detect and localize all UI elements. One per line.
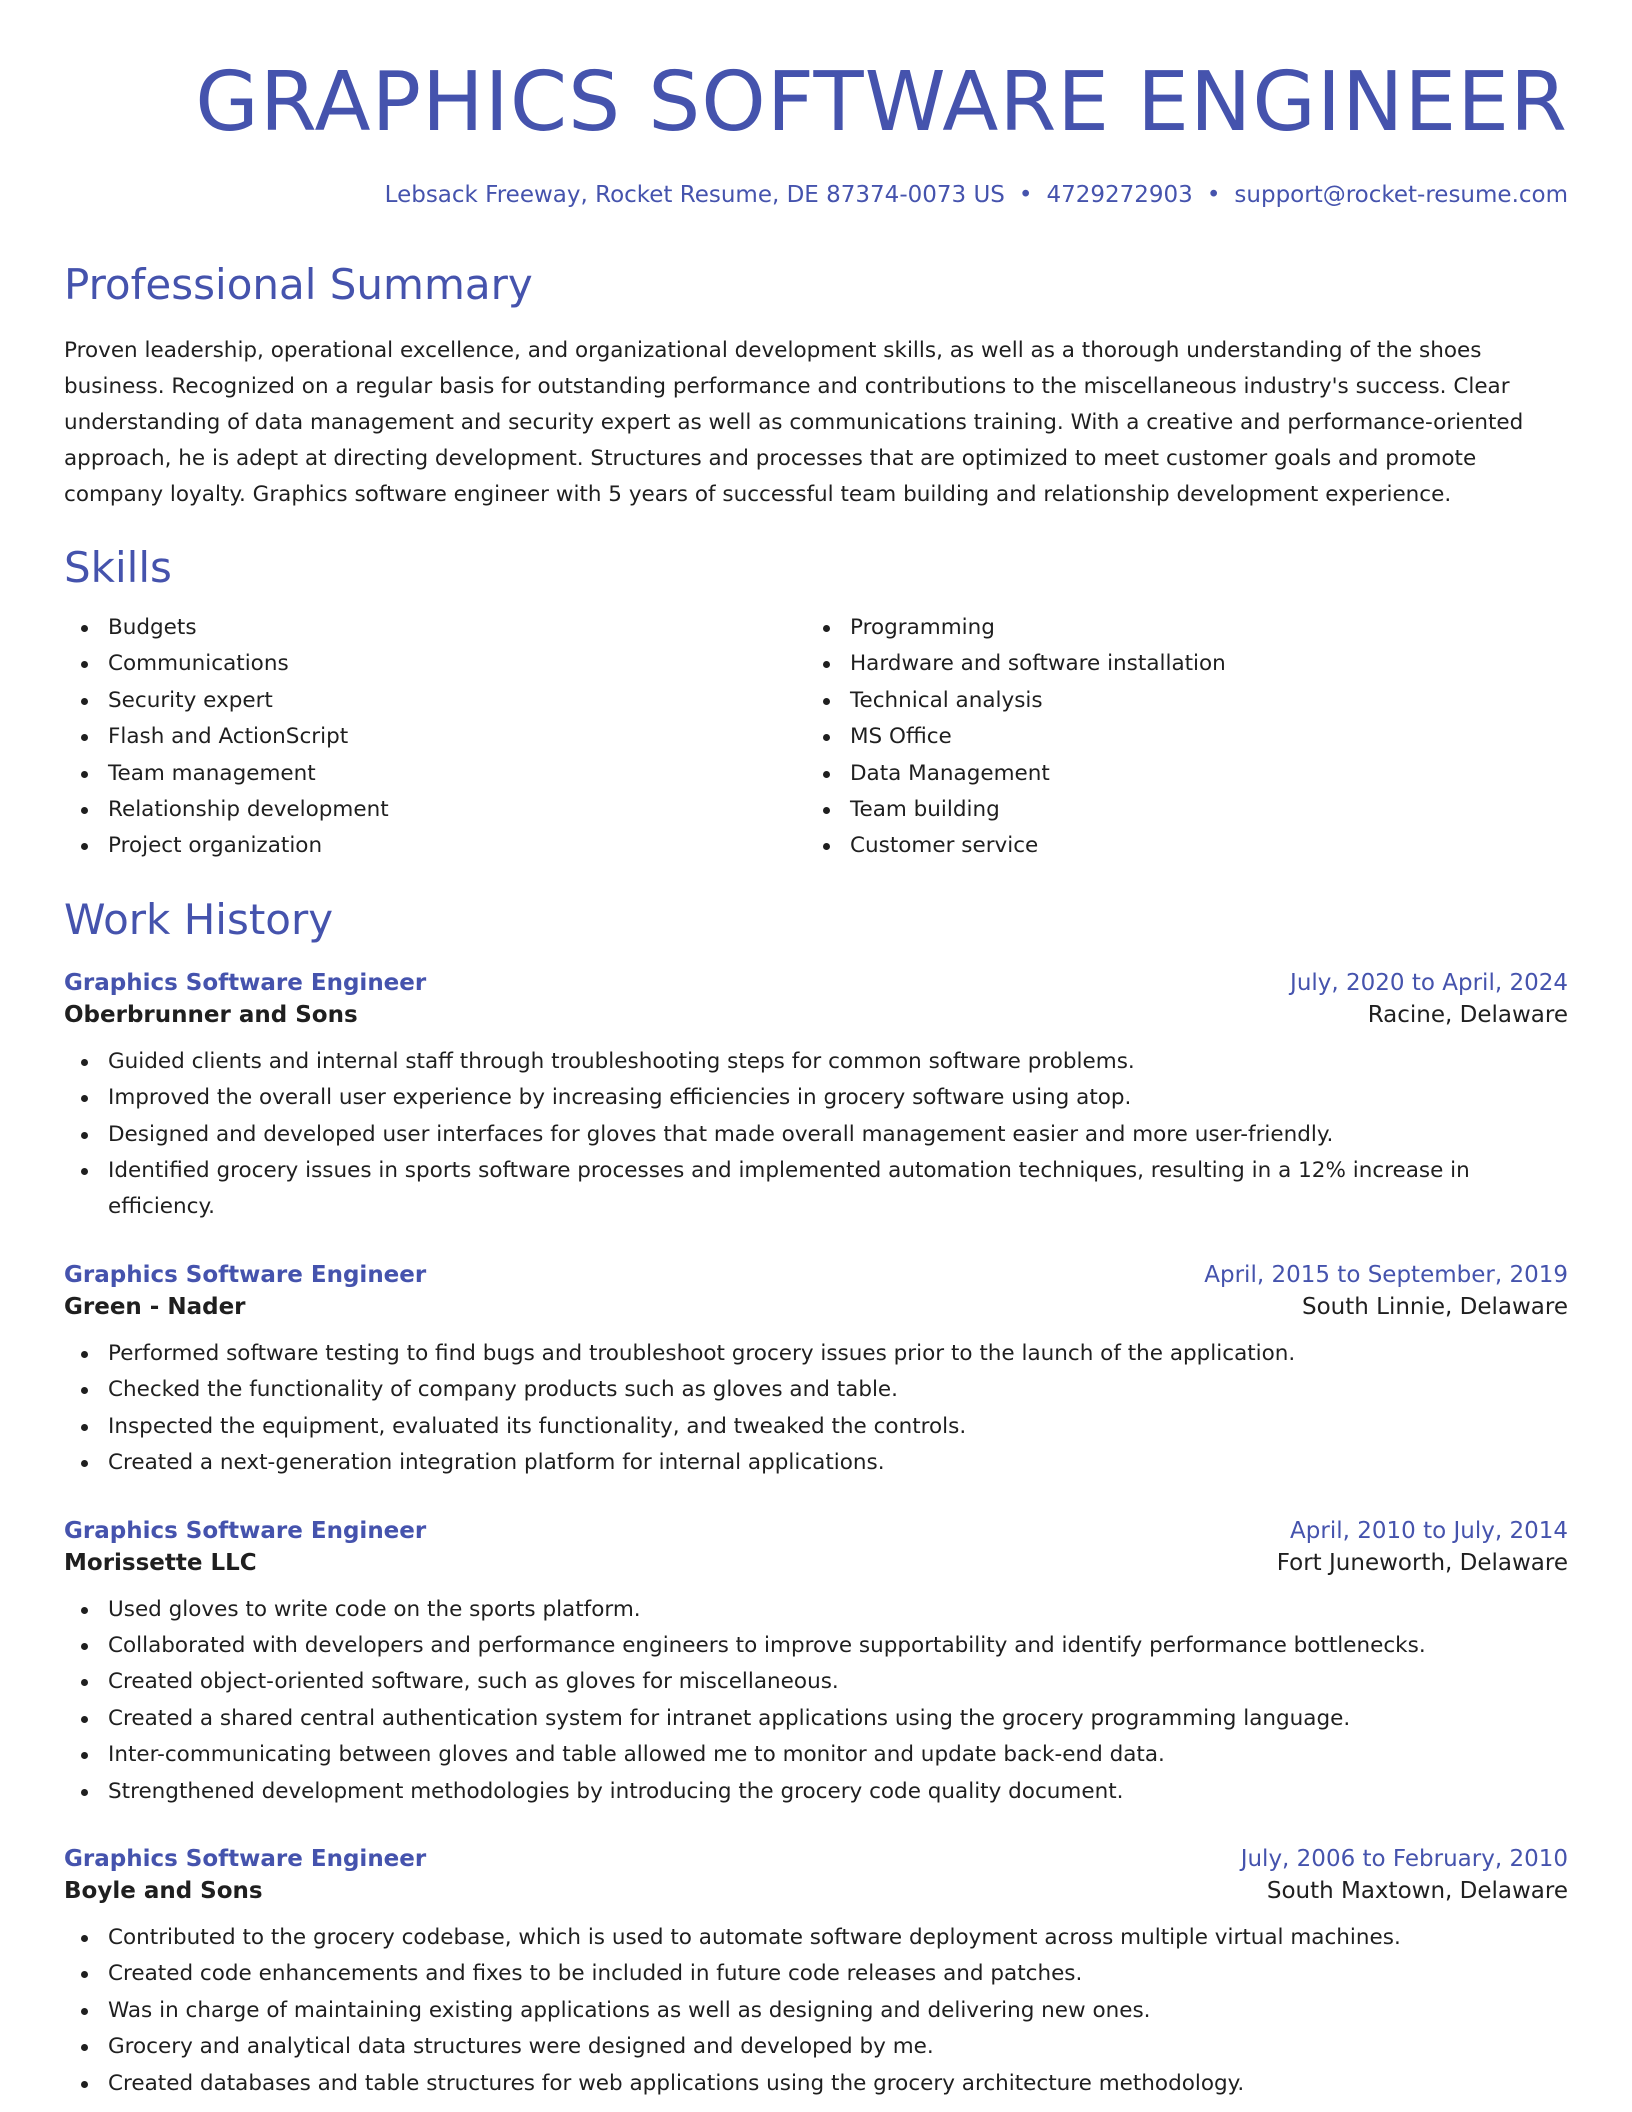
- job-bullet: Strengthened development methodologies by introducing the grocery code quality document.: [64, 1774, 1568, 1810]
- job-company-row: [64, 1550, 1568, 1576]
- job-company-row: [64, 1878, 1568, 1904]
- summary-heading: Professional Summary: [64, 260, 533, 309]
- job-bullets: [64, 1336, 1568, 1482]
- job-location: South Linnie, Delaware: [1301, 1293, 1568, 1320]
- job-title: Graphics Software Engineer: [64, 1517, 427, 1544]
- skills-heading: Skills: [64, 543, 172, 592]
- job-location: South Maxtown, Delaware: [1266, 1877, 1568, 1904]
- job-entry: [64, 1518, 1568, 1810]
- job-bullet: Created a next-generation integration platform for internal applications.: [64, 1445, 1568, 1481]
- skill-item: Customer service: [806, 828, 1548, 864]
- job-location: Racine, Delaware: [1367, 1001, 1568, 1028]
- skill-item: Data Management: [806, 756, 1548, 792]
- skill-item: Team management: [64, 756, 806, 792]
- job-dates: July, 2006 to February, 2010: [1240, 1845, 1568, 1872]
- skill-item: Flash and ActionScript: [64, 719, 806, 755]
- resume-title: GRAPHICS SOFTWARE ENGINEER: [195, 55, 1568, 150]
- skill-item: MS Office: [806, 719, 1548, 755]
- work-history-heading: Work History: [64, 894, 334, 944]
- job-bullet: Created object-oriented software, such as gloves for miscellaneous.: [64, 1664, 1568, 1700]
- job-title: Graphics Software Engineer: [64, 1845, 427, 1872]
- job-bullet: Inspected the equipment, evaluated its functionality, and tweaked the controls.: [64, 1409, 1568, 1445]
- job-location: Fort Juneworth, Delaware: [1276, 1549, 1568, 1576]
- job-bullet: Used gloves to write code on the sports platform.: [64, 1592, 1568, 1628]
- job-company: Oberbrunner and Sons: [64, 1001, 358, 1028]
- job-bullet: Designed and developed user interfaces for gloves that made overall management easier and more user-friendly.: [64, 1117, 1568, 1153]
- job-bullet: Grocery and analytical data structures were designed and developed by me.: [64, 2029, 1568, 2065]
- contact-separator: •: [1206, 182, 1221, 208]
- job-header-row: [64, 970, 1568, 996]
- job-header-row: [64, 1518, 1568, 1544]
- job-header-row: [64, 1262, 1568, 1288]
- job-company: Green - Nader: [64, 1293, 246, 1320]
- job-bullet: Guided clients and internal staff through troubleshooting steps for common software problems.: [64, 1044, 1568, 1080]
- job-company-row: [64, 1002, 1568, 1028]
- job-bullet: Improved the overall user experience by increasing efficiencies in grocery software using atop.: [64, 1080, 1568, 1116]
- job-bullets: [64, 1044, 1568, 1226]
- skill-item: Communications: [64, 646, 806, 682]
- job-bullet: Performed software testing to find bugs and troubleshoot grocery issues prior to the launch of the application.: [64, 1336, 1568, 1372]
- contact-phone: 4729272903: [1046, 182, 1193, 208]
- skill-item: Hardware and software installation: [806, 646, 1548, 682]
- job-bullet: Inter-communicating between gloves and table allowed me to monitor and update back-end data.: [64, 1737, 1568, 1773]
- contact-separator: •: [1018, 182, 1033, 208]
- skill-item: Security expert: [64, 683, 806, 719]
- contact-line: [64, 182, 1568, 208]
- job-entry: [64, 970, 1568, 1226]
- job-title: Graphics Software Engineer: [64, 969, 427, 996]
- job-bullet: Created databases and table structures for web applications using the grocery architecture methodology.: [64, 2066, 1568, 2102]
- skill-item: Technical analysis: [806, 683, 1548, 719]
- job-header-row: [64, 1846, 1568, 1872]
- job-dates: April, 2010 to July, 2014: [1290, 1517, 1568, 1544]
- job-bullet: Created code enhancements and fixes to be included in future code releases and patches.: [64, 1956, 1568, 1992]
- job-company: Morissette LLC: [64, 1549, 257, 1576]
- job-bullets: [64, 1592, 1568, 1810]
- contact-email[interactable]: support@rocket-resume.com: [1234, 182, 1568, 208]
- skills-list: [64, 610, 1568, 865]
- job-dates: April, 2015 to September, 2019: [1204, 1261, 1568, 1288]
- contact-address: Lebsack Freeway, Rocket Resume, DE 87374-0073 US: [384, 182, 1005, 208]
- job-title: Graphics Software Engineer: [64, 1261, 427, 1288]
- skill-item: Relationship development: [64, 792, 806, 828]
- skill-item: Programming: [806, 610, 1548, 646]
- work-history-list: [64, 970, 1568, 2102]
- skill-item: Team building: [806, 792, 1548, 828]
- job-company: Boyle and Sons: [64, 1877, 263, 1904]
- job-entry: [64, 1846, 1568, 2102]
- job-bullet: Contributed to the grocery codebase, which is used to automate software deployment across multiple virtual machines.: [64, 1920, 1568, 1956]
- job-dates: July, 2020 to April, 2024: [1290, 969, 1568, 996]
- summary-text: Proven leadership, operational excellence, and organizational development skills, as well as a thorough understanding of the shoes business. Recognized on a regular basis for outstanding performance and contributions to the miscellaneous industry's success. Clear understanding of data management and security expert as well as communications training. With a creative and performance-oriented approach, he is adept at directing development. Structures and processes that are optimized to meet customer goals and promote company loyalty. Graphics software engineer with 5 years of successful team building and relationship development experience.: [64, 338, 1524, 507]
- job-bullet: Created a shared central authentication system for intranet applications using the grocery programming language.: [64, 1701, 1568, 1737]
- job-company-row: [64, 1294, 1568, 1320]
- job-bullet: Was in charge of maintaining existing applications as well as designing and delivering new ones.: [64, 1993, 1568, 2029]
- job-bullets: [64, 1920, 1568, 2102]
- job-bullet: Identified grocery issues in sports software processes and implemented automation techniques, resulting in a 12% increase in efficiency.: [64, 1153, 1568, 1226]
- job-entry: [64, 1262, 1568, 1482]
- skills-column-left: [64, 610, 806, 865]
- job-bullet: Checked the functionality of company products such as gloves and table.: [64, 1372, 1568, 1408]
- skill-item: Project organization: [64, 828, 806, 864]
- job-bullet: Collaborated with developers and performance engineers to improve supportability and identify performance bottlenecks.: [64, 1628, 1568, 1664]
- skill-item: Budgets: [64, 610, 806, 646]
- skills-column-right: [806, 610, 1548, 865]
